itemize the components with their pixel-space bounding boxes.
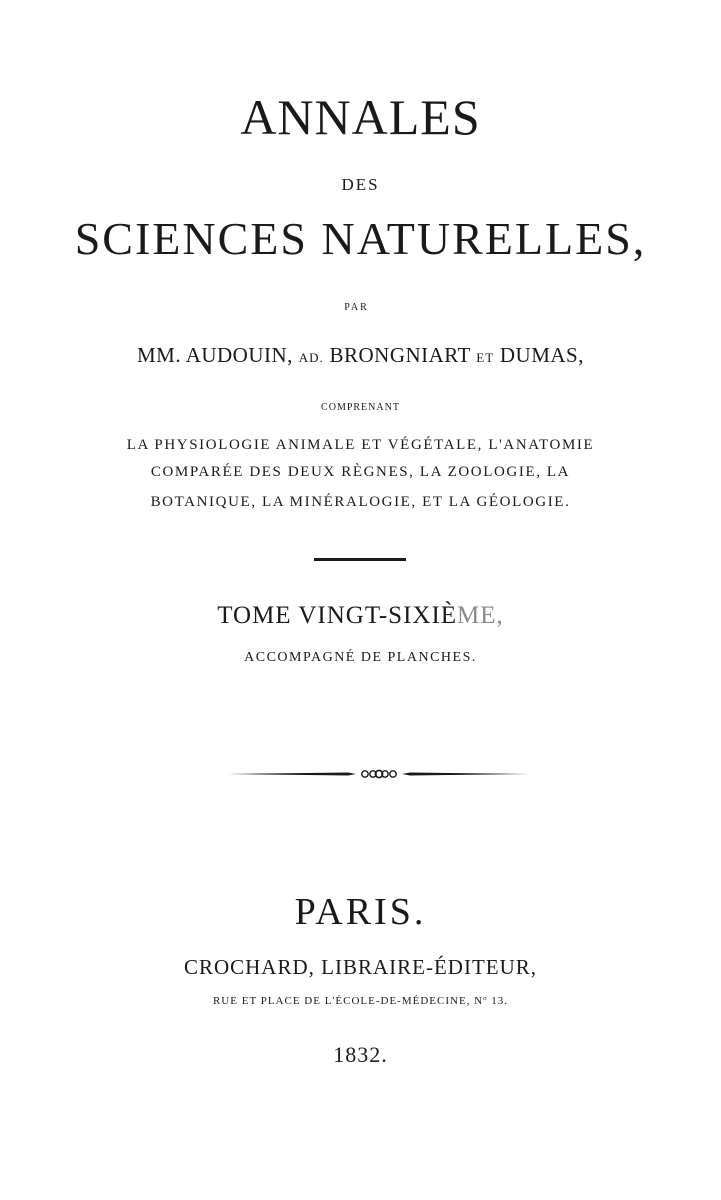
ornamental-divider [228, 764, 530, 784]
imprint-year: 1832. [333, 1042, 388, 1067]
authors-prefix: MM. [136, 343, 182, 367]
imprint-city: PARIS. [294, 891, 427, 933]
journal-title: ANNALES [240, 89, 481, 145]
imprint-address: RUE ET PLACE DE L'ÉCOLE-DE-MÉDECINE, Nº 13. [212, 995, 509, 1007]
volume-label: TOME VINGT-SIXIÈ [217, 602, 458, 629]
journal-subtitle: SCIENCES NATURELLES, [74, 213, 647, 264]
author-brongniart: BRONGNIART [329, 343, 471, 367]
author-initial: AD. [298, 350, 324, 365]
authors-line [0, 343, 721, 368]
volume-line [0, 602, 721, 630]
contents-line-3: BOTANIQUE, LA MINÉRALOGIE, ET LA GÉOLOGIE. [150, 494, 571, 510]
imprint-publisher: CROCHARD, LIBRAIRE-ÉDITEUR, [183, 955, 538, 979]
author-conjunction: ET [476, 350, 495, 365]
author-audouin: AUDOUIN, [185, 343, 293, 367]
short-divider-rule [314, 558, 406, 561]
comprenant-label: COMPRENANT [321, 402, 400, 413]
title-connector: DES [341, 175, 380, 194]
contents-line-2: COMPARÉE DES DEUX RÈGNES, LA ZOOLOGIE, LA [150, 464, 571, 480]
author-dumas: DUMAS, [499, 343, 584, 367]
volume-label-faded: ME, [457, 602, 504, 629]
par-label: PAR [344, 302, 369, 313]
contents-line-1: LA PHYSIOLOGIE ANIMALE ET VÉGÉTALE, L'ANATOMIE [126, 437, 595, 453]
plates-note: ACCOMPAGNÉ DE PLANCHES. [244, 650, 477, 665]
